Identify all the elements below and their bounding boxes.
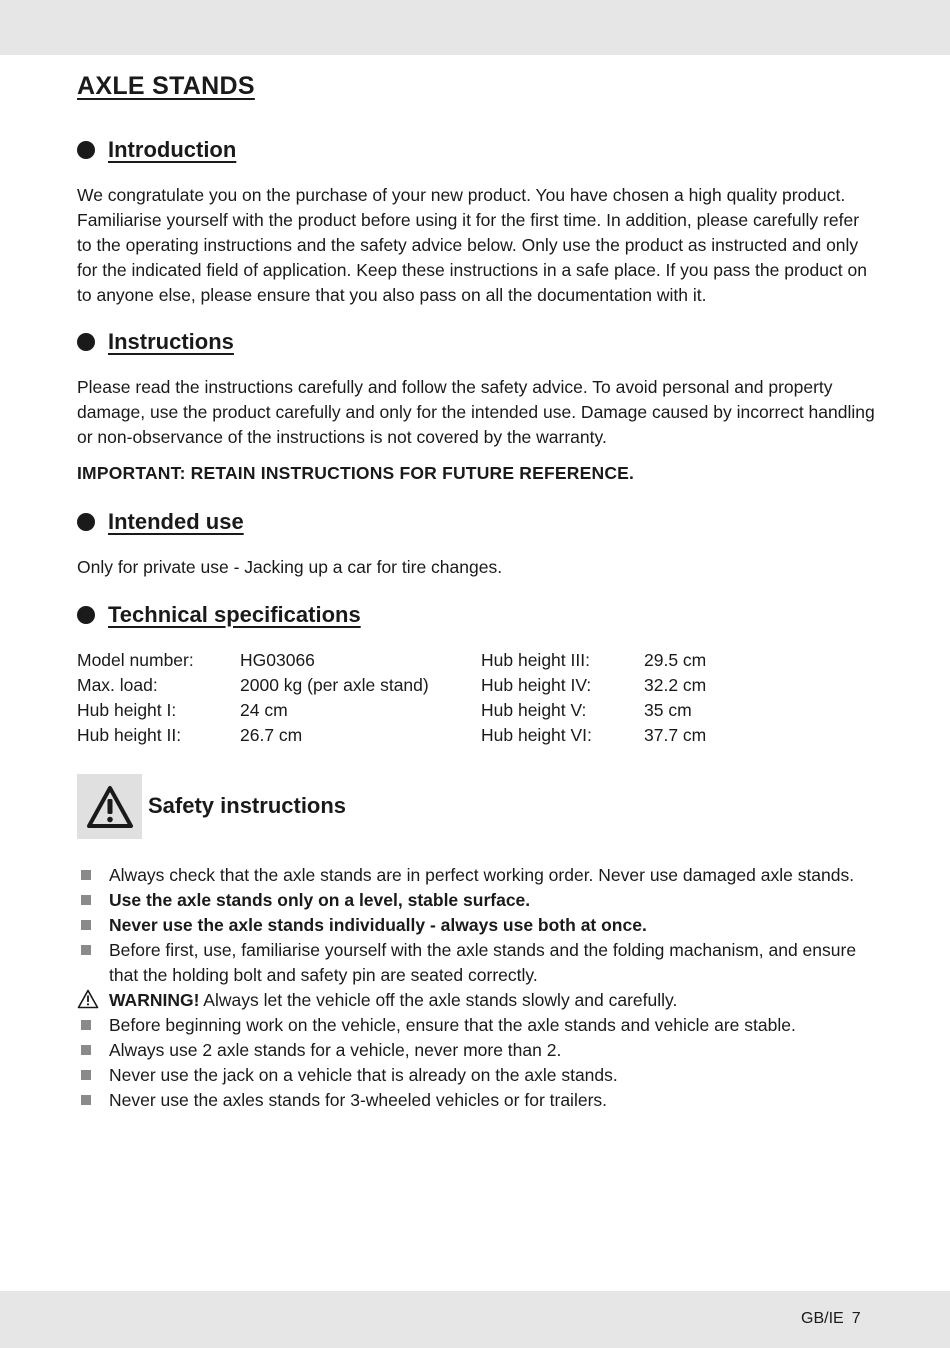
spec-value: 24 cm xyxy=(240,700,288,720)
spec-row xyxy=(77,723,429,748)
spec-row xyxy=(481,723,706,748)
locale-label: GB/IE xyxy=(801,1310,844,1327)
safety-icon-box xyxy=(77,774,142,839)
list-item xyxy=(77,863,877,888)
specs-right-column xyxy=(481,648,706,748)
instructions-heading xyxy=(77,329,234,355)
warning-icon xyxy=(77,989,99,1009)
square-bullet-icon xyxy=(81,1095,91,1105)
spec-value: 32.2 cm xyxy=(644,675,707,695)
list-item xyxy=(77,1013,877,1038)
spec-label: Hub height II: xyxy=(77,725,182,745)
instructions-body: Please read the instructions carefully and follow the safety advice. To avoid personal and property damage, use the product carefully and only for the intended use. Damage caused by incorrect handling or non-observance of the instructions is not covered by the warranty. xyxy=(77,377,875,447)
list-item-text: Always use 2 axle stands for a vehicle, never more than 2. xyxy=(109,1040,562,1060)
warning-triangle-icon xyxy=(86,785,134,829)
list-item xyxy=(77,913,877,938)
spec-row xyxy=(481,673,706,698)
page-number: 7 xyxy=(851,1310,861,1327)
spec-label: Hub height III: xyxy=(481,650,590,670)
square-bullet-icon xyxy=(81,870,91,880)
introduction-heading-text: Introduction xyxy=(108,137,237,162)
section-bullet-icon xyxy=(77,333,95,351)
square-bullet-icon xyxy=(81,1020,91,1030)
page-title: AXLE STANDS xyxy=(77,72,255,100)
list-item-text: Use the axle stands only on a level, stable surface. xyxy=(109,890,531,910)
spec-value: 2000 kg (per axle stand) xyxy=(240,675,429,695)
specs-left-column xyxy=(77,648,429,748)
intended-use-heading xyxy=(77,509,244,535)
spec-row xyxy=(481,698,706,723)
list-item xyxy=(77,888,877,913)
spec-label: Hub height IV: xyxy=(481,675,592,695)
spec-value: 35 cm xyxy=(644,700,692,720)
list-item-text: Never use the jack on a vehicle that is already on the axle stands. xyxy=(109,1065,618,1085)
square-bullet-icon xyxy=(81,1070,91,1080)
spec-label: Hub height VI: xyxy=(481,725,592,745)
warning-item xyxy=(77,988,877,1013)
list-item xyxy=(77,938,877,988)
spec-row xyxy=(77,673,429,698)
spec-value: HG03066 xyxy=(240,650,315,670)
spec-label: Model number: xyxy=(77,650,194,670)
list-item-text: Before first, use, familiarise yourself with the axle stands and the folding machanism, and ensure that the holding bolt and safety pin are seated correctly. xyxy=(109,940,857,985)
spec-row xyxy=(77,648,429,673)
square-bullet-icon xyxy=(81,895,91,905)
page-footer xyxy=(801,1310,861,1328)
instructions-heading-text: Instructions xyxy=(108,329,234,354)
introduction-heading xyxy=(77,137,236,163)
important-notice: IMPORTANT: RETAIN INSTRUCTIONS FOR FUTURE REFERENCE. xyxy=(77,463,635,483)
spec-row xyxy=(481,648,706,673)
square-bullet-icon xyxy=(81,920,91,930)
safety-heading: Safety instructions xyxy=(148,793,347,818)
list-item-text: Always let the vehicle off the axle stands slowly and carefully. xyxy=(199,990,678,1010)
spec-label: Hub height V: xyxy=(481,700,587,720)
introduction-body: We congratulate you on the purchase of your new product. You have chosen a high quality product. Familiarise yourself with the product before using it for the first time. In addition, please carefully refer to the operating instructions and the safety advice below. Only use the product as instructed and only for the indicated field of application. Keep these instructions in a safe place. If you pass the product on to anyone else, please ensure that you also pass on all the documentation with it. xyxy=(77,185,867,305)
top-band xyxy=(0,0,950,55)
square-bullet-icon xyxy=(81,945,91,955)
intended-use-body: Only for private use - Jacking up a car for tire changes. xyxy=(77,557,503,577)
section-bullet-icon xyxy=(77,606,95,624)
list-item xyxy=(77,1038,877,1063)
intended-use-heading-text: Intended use xyxy=(108,509,244,534)
section-bullet-icon xyxy=(77,513,95,531)
spec-value: 26.7 cm xyxy=(240,725,303,745)
list-item-text: Before beginning work on the vehicle, ensure that the axle stands and vehicle are stable. xyxy=(109,1015,796,1035)
list-item-text: Never use the axles stands for 3-wheeled vehicles or for trailers. xyxy=(109,1090,608,1110)
spec-label: Hub height I: xyxy=(77,700,177,720)
list-item xyxy=(77,1063,877,1088)
spec-value: 29.5 cm xyxy=(644,650,707,670)
list-item-text: Never use the axle stands individually - always use both at once. xyxy=(109,915,647,935)
technical-specifications-heading-text: Technical specifications xyxy=(108,602,361,627)
list-item-text: Always check that the axle stands are in perfect working order. Never use damaged axle stands. xyxy=(109,865,855,885)
square-bullet-icon xyxy=(81,1045,91,1055)
section-bullet-icon xyxy=(77,141,95,159)
spec-row xyxy=(77,698,429,723)
safety-list xyxy=(77,863,877,1113)
spec-label: Max. load: xyxy=(77,675,158,695)
technical-specifications-heading xyxy=(77,602,361,628)
spec-value: 37.7 cm xyxy=(644,725,707,745)
list-item xyxy=(77,1088,877,1113)
warning-label: WARNING! xyxy=(109,990,200,1010)
